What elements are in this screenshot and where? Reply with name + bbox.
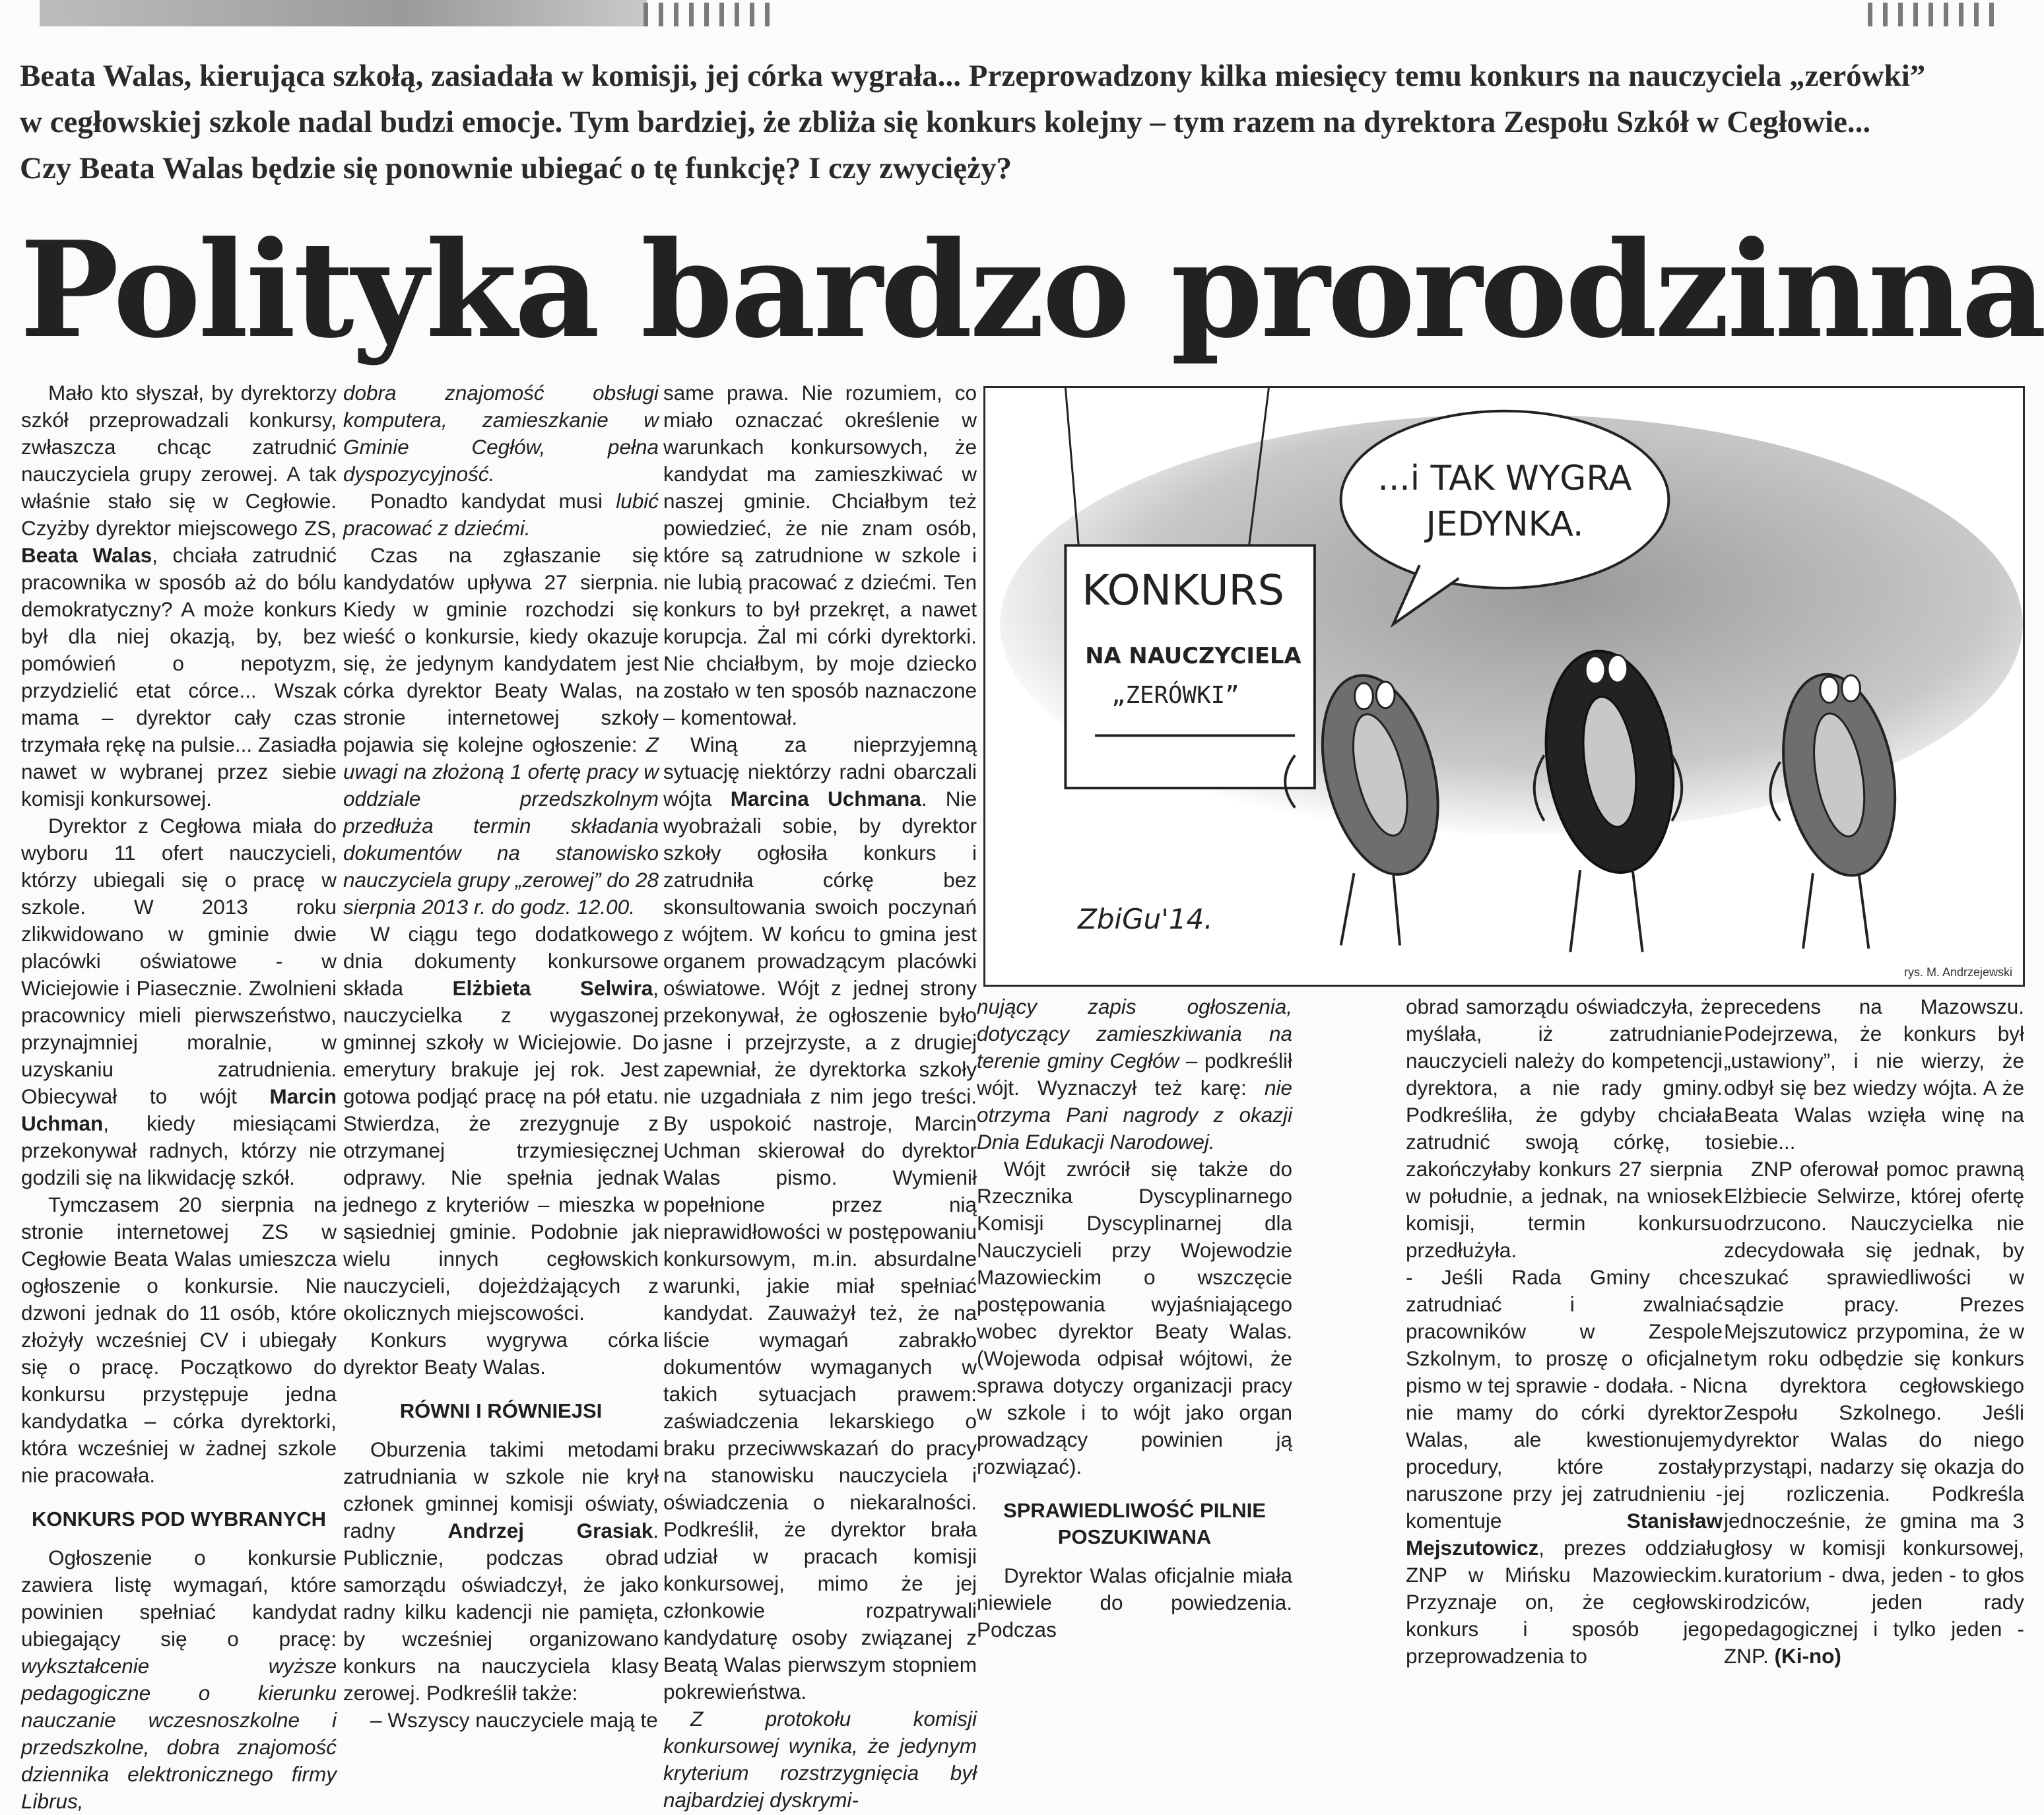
body-text: , nauczycielka z wygaszonej gminnej szkoły w Wiciejowie. Do emerytury brakuje jej rok. Jest gotowa podjąć pracę na pół etatu. Stwierdza, że zrezygnuje z otrzymanej trzymiesięcznej odprawy. Nie spełnia jednak jednego z kryteriów – mieszka w sąsiedniej gminie. Podobnie jak wielu innych cegłowskich nauczycieli, dojeżdżających z okolicznych miejscowości. — [343, 976, 659, 1325]
sign-title: KONKURS — [1082, 565, 1285, 614]
quoted-text: wykształcenie wyższe pedagogiczne o kierunku nauczanie wczesnoszkolne i przedszkolne, dobra znajomość dziennika elektronicznego firmy Librus, — [21, 1654, 337, 1813]
column-3 — [663, 380, 977, 1814]
body-text: , prezes oddziału ZNP w Mińsku Mazowieckim. Przyznaje on, że cegłowski konkurs i sposób jego przeprowadzenia to — [1406, 1536, 1723, 1668]
column-marks-left — [643, 3, 770, 26]
illustration-credit: rys. M. Andrzejewski — [1903, 966, 2012, 979]
body-text: – podkreślił wójt. Wyznaczył też karę: — [977, 1049, 1292, 1100]
cartoon-drawing — [985, 388, 2023, 985]
body-text: , chciała zatrudnić pracownika w sposób aż do bólu demokratyczny? A może konkurs był dla niej okazją, by, bez pomówień o nepotyzm, przydzielić etat córce... Wszak mama – dyrektor cały czas trzymała rękę na pulsie... Zasiadła nawet w wybranej przez siebie komisji konkursowej. — [21, 543, 337, 810]
body-text: – Wszyscy nauczyciele mają te — [370, 1708, 658, 1732]
cartoon-illustration — [983, 386, 2025, 987]
body-text: precedens na Mazowszu. Podejrzewa, że konkurs był „ustawiony”, i nie wierzy, że odbył się bez wiedzy wójta. A że Beata Walas wzięła winę na siebie... — [1724, 995, 2024, 1154]
body-text: Ogłoszenie o konkursie zawiera listę wymagań, które powinien spełniać kandydat ubiegający się o pracę: — [21, 1546, 337, 1651]
speech-text: ...i TAK WYGRA JEDYNKA. — [1377, 458, 1632, 544]
column-4 — [977, 993, 1292, 1643]
sign-subtitle-2: „ZERÓWKI” — [1111, 681, 1239, 709]
section-heading: SPRAWIEDLIWOŚĆ PILNIE POSZUKIWANA — [1003, 1499, 1266, 1548]
body-text: Czas na zgłaszanie się kandydatów upływa 27 sierpnia. Kiedy w gminie rozchodzi się wieść o konkursie, kiedy okazuje się, że jedynym kandydatem jest córka dyrektor Beaty Walas, na stronie internetowej szkoły pojawia się kolejne ogłoszenie: — [343, 543, 659, 756]
body-text: Oburzenia takimi metodami zatrudniania w szkole nie krył członek gminnej komisji oświaty, radny — [343, 1437, 659, 1542]
artist-signature: ZbiGu'14. — [1078, 903, 1213, 935]
quoted-text: lubić pracować z dziećmi. — [343, 489, 659, 540]
author-signature: (Ki-no) — [1774, 1644, 1841, 1668]
body-text: Konkurs wygrywa córka dyrektor Beaty Walas. — [343, 1328, 659, 1379]
body-text: - Jeśli Rada Gminy chce zatrudniać i zwalniać pracowników w Zespole Szkolnym, to proszę o oficjalne pismo w tej sprawie - dodała. - Nic nie mamy do córki dyrektor Walas, ale kwestionujemy procedury, które zostały naruszone przy jej zatrudnieniu - komentuje — [1406, 1265, 1723, 1533]
quoted-text: Z protokołu komisji konkursowej wynika, że jedynym kryterium rozstrzygnięcia był najbardziej dyskrymi- — [663, 1707, 977, 1812]
person-name: Beata Walas — [21, 543, 152, 567]
scan-header-strip — [0, 0, 2032, 29]
column-1 — [21, 380, 337, 1815]
body-text: Wójt zwrócił się także do Rzecznika Dyscyplinarnego Komisji Dyscyplinarnej dla Nauczycieli przy Wojewodzie Mazowieckim o wszczęcie postępowania wyjaśniającego wobec dyrektor Beaty Walas. (Wojewoda odpisał wójtowi, że sprawa dotyczy organizacji pracy w szkole i to wójt jako organ prowadzący powinien ją rozwiązać). — [977, 1157, 1292, 1478]
quoted-text: nujący zapis ogłoszenia, dotyczący zamieszkiwania na terenie gminy Cegłów — [977, 995, 1292, 1072]
article-lead — [20, 53, 1987, 191]
lead-line-3: Czy Beata Walas będzie się ponownie ubiegać o tę funkcję? I czy zwycięży? — [20, 151, 1012, 185]
body-text: Ponadto kandydat musi — [370, 489, 616, 513]
quoted-text: dobra znajomość obsługi komputera, zamieszkanie w Gminie Cegłów, pełna dyspozycyjność. — [343, 381, 659, 486]
section-heading: KONKURS POD WYBRANYCH — [31, 1507, 327, 1531]
column-2 — [343, 380, 659, 1734]
person-name: Elżbieta Selwira — [452, 976, 653, 1000]
person-name: Marcin Uchman — [21, 1084, 337, 1135]
body-text: Dyrektor z Cegłowa miała do wyboru 11 ofert nauczycieli, którzy ubiegali się o pracę w szkole. W 2013 roku zlikwidowano w gminie dwie placówki oświatowe - w Wiciejowie i Piasecznie. Zwolnieni pracownicy mieli pierwszeństwo, przynajmniej moralnie, w uzyskaniu zatrudnienia. Obiecywał to wójt — [21, 814, 337, 1108]
person-name: Stanisław Mejszutowicz — [1406, 1509, 1723, 1560]
body-text: same prawa. Nie rozumiem, co miało oznaczać określenie w warunkach konkursowych, że kandydat ma zamieszkiwać w naszej gminie. Chciałbym też powiedzieć, że nie znam osób, które są zatrudnione w szkole i nie lubią pracować z dziećmi. Ten konkurs to był przekręt, a nawet korupcja. Żal mi córki dyrektorki. Nie chciałbym, by moje dziecko zostało w ten sposób naznaczone – komentował. — [663, 381, 977, 729]
body-text: obrad samorządu oświadczyła, że myślała, iż zatrudnianie nauczycieli należy do kompetencji dyrektora, a nie rady gminy. Podkreśliła, że gdyby chciała zatrudnić swoją córkę, to zakończyłaby konkurs 27 sierpnia w południe, a jednak, na wniosek komisji, termin konkursu przedłużyła. — [1406, 995, 1723, 1262]
body-text: . Nie wyobrażali sobie, by dyrektor szkoły ogłosiła konkurs i zatrudniła córkę bez skonsultowania swoich poczynań z wójtem. W końcu to gmina jest organem prowadzącym placówki oświatowe. Wójt z jednej strony przekonywał, że ogłoszenie było jasne i przejrzyste, a z drugiej zapewniał, że dyrektorka szkoły nie uzgadniała z nim jego treści. By uspokoić nastroje, Marcin Uchman skierował do dyrektor Walas pismo. Wymienił popełnione przez nią nieprawidłowości w postępowaniu konkursowym, m.in. absurdalne warunki, jakie miał spełniać kandydat. Zauważył też, że na liście wymagań zabrakło dokumentów wymaganych w takich sytuacjach prawem: zaświadczenia lekarskiego o braku przeciwwskazań do pracy na stanowisku nauczyciela i oświadczenia o niekaralności. Podkreślił, że dyrektor brała udział w pracach komisji konkursowej, mimo że jej członkowie rozpatrywali kandydaturę osoby związanej z Beatą Walas pierwszym stopniem pokrewieństwa. — [663, 787, 977, 1703]
lead-line-2: w cegłowskiej szkole nadal budzi emocje. Tym bardziej, że zbliża się konkurs kolejny – tym razem na dyrektora Zespołu Szkół w Cegłowie... — [20, 105, 1871, 139]
body-text: Mało kto słyszał, by dyrektorzy szkół przeprowadzali konkursy, zwłaszcza chcąc zatrudnić nauczyciela grupy zerowej. A tak właśnie stało się w Cegłowie. Czyżby dyrektor miejscowego ZS, — [21, 381, 337, 540]
section-heading: RÓWNI I RÓWNIEJSI — [399, 1399, 603, 1422]
quoted-text: nie otrzyma Pani nagrody z okazji Dnia Edukacji Narodowej. — [977, 1076, 1292, 1154]
column-marks-right — [1868, 3, 1994, 26]
gray-bar — [40, 0, 647, 26]
lead-line-1: Beata Walas, kierująca szkołą, zasiadała w komisji, jej córka wygrała... Przeprowadzony kilka miesięcy temu konkurs na nauczyciela „zerówki” — [20, 59, 1926, 93]
body-text: . Publicznie, podczas obrad samorządu oświadczył, że jako radny kilku kadencji nie pamięta, by wcześniej organizowano konkurs na nauczyciela klasy zerowej. Podkreślił także: — [343, 1519, 659, 1705]
body-text: ZNP oferował pomoc prawną Elżbiecie Selwirze, której ofertę odrzucono. Nauczycielka nie zdecydowała się jednak, by szukać sprawiedliwości w sądzie pracy. Prezes Mejszutowicz przypomina, że w tym roku odbędzie się konkurs na dyrektora cegłowskiego Zespołu Szkolnego. Jeśli dyrektor Walas do niego przystąpi, nadarzy się okazja do jej rozliczenia. Podkreśla jednocześnie, że gmina ma 3 głosy w komisji konkursowej, kuratorium - dwa, jeden - to głos rodziców, jeden rady pedagogicznej i tylko jeden - ZNP. — [1724, 1157, 2024, 1668]
person-name: Marcina Uchmana — [730, 787, 921, 810]
body-text: W ciągu tego dodatkowego dnia dokumenty konkursowe składa — [343, 922, 659, 1000]
column-5 — [1406, 993, 1723, 1670]
body-text: Tymczasem 20 sierpnia na stronie internetowej ZS w Cegłowie Beata Walas umieszcza ogłoszenie o konkursie. Nie dzwoni jednak do 11 osób, które złożyły wcześniej CV i ubiegały się o pracę. Początkowo do konkursu przystępuje jedna kandydatka – córka dyrektorki, która wcześniej w żadnej szkole nie pracowała. — [21, 1193, 337, 1487]
person-name: Andrzej Grasiak — [447, 1519, 653, 1542]
body-text: Dyrektor Walas oficjalnie miała niewiele do powiedzenia. Podczas — [977, 1564, 1292, 1641]
body-text: , kiedy miesiącami przekonywał radnych, którzy nie godzili się na likwidację szkół. — [21, 1111, 337, 1189]
column-6 — [1724, 993, 2024, 1670]
sign-subtitle: NA NAUCZYCIELA — [1085, 643, 1302, 669]
quoted-text: Z uwagi na złożoną 1 ofertę pracy w oddziale przedszkolnym przedłuża termin składania dokumentów na stanowisko nauczyciela grupy „zerowej” do 28 sierpnia 2013 r. do godz. 12.00. — [343, 733, 659, 919]
headline: Polityka bardzo prorodzinna — [20, 213, 2044, 368]
body-text: Winą za nieprzyjemną sytuację niektórzy radni obarczali wójta — [663, 733, 977, 810]
